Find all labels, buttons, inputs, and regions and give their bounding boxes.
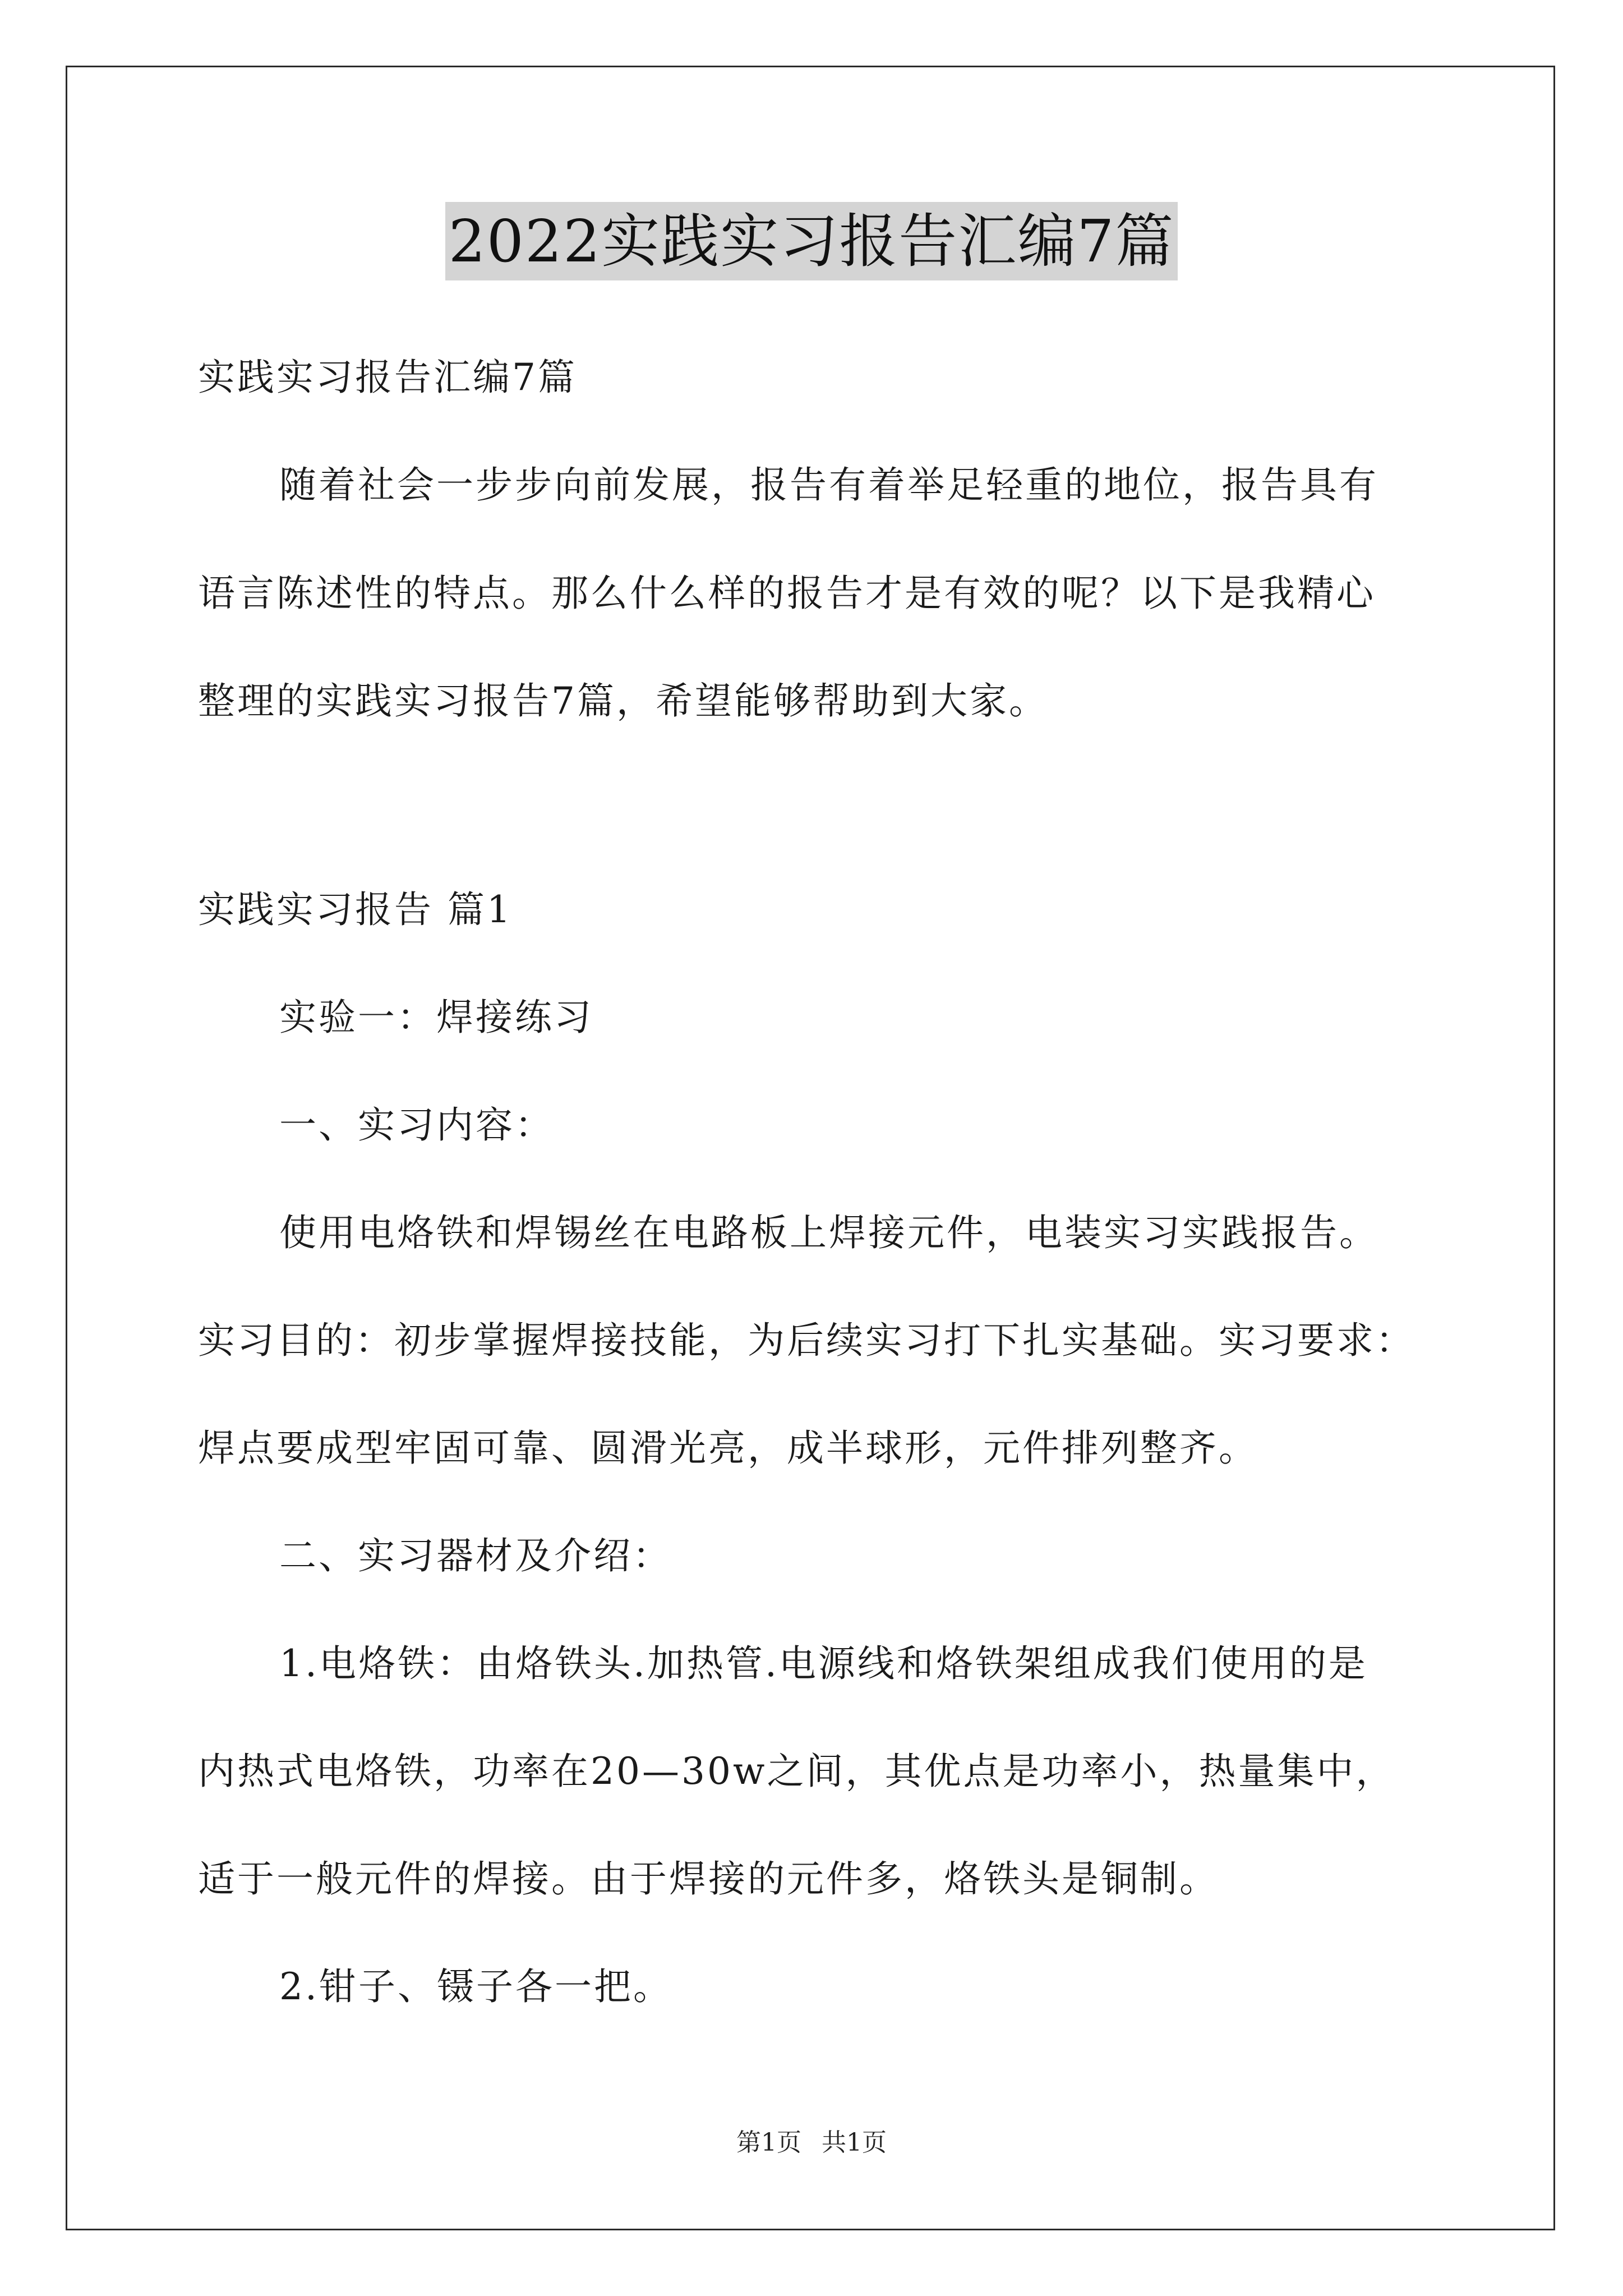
paragraph-line: 一、实习内容： xyxy=(279,1103,554,1147)
page-footer xyxy=(0,2126,1623,2160)
paragraph-line: 语言陈述性的特点。那么什么样的报告才是有效的呢？以下是我精心 xyxy=(198,572,1376,615)
page-total: 共1页 xyxy=(822,2128,887,2157)
title-container xyxy=(0,202,1623,280)
paragraph-line: 二、实习器材及介绍： xyxy=(279,1534,672,1577)
paragraph-line: 1.电烙铁：由烙铁头.加热管.电源线和烙铁架组成我们使用的是 xyxy=(279,1642,1368,1685)
page-current: 第1页 xyxy=(736,2128,801,2157)
subtitle-line: 实践实习报告汇编7篇 xyxy=(198,356,577,399)
paragraph-line: 随着社会一步步向前发展，报告有着举足轻重的地位，报告具有 xyxy=(279,463,1378,507)
paragraph-line: 2.钳子、镊子各一把。 xyxy=(279,1965,672,2008)
paragraph-line: 内热式电烙铁，功率在20—30w之间，其优点是功率小，热量集中， xyxy=(198,1750,1395,1793)
section-heading: 实践实习报告 篇1 xyxy=(198,888,513,931)
document-title: 2022实践实习报告汇编7篇 xyxy=(445,202,1178,280)
paragraph-line: 适于一般元件的焊接。由于焊接的元件多，烙铁头是铜制。 xyxy=(198,1857,1219,1901)
paragraph-line: 焊点要成型牢固可靠、圆滑光亮，成半球形，元件排列整齐。 xyxy=(198,1427,1258,1470)
paragraph-line: 整理的实践实习报告7篇，希望能够帮助到大家。 xyxy=(198,679,1048,723)
paragraph-line: 使用电烙铁和焊锡丝在电路板上焊接元件，电装实习实践报告。 xyxy=(279,1211,1378,1254)
paragraph-line: 实验一：焊接练习 xyxy=(279,996,593,1039)
paragraph-line: 实习目的：初步掌握焊接技能，为后续实习打下扎实基础。实习要求： xyxy=(198,1319,1415,1362)
